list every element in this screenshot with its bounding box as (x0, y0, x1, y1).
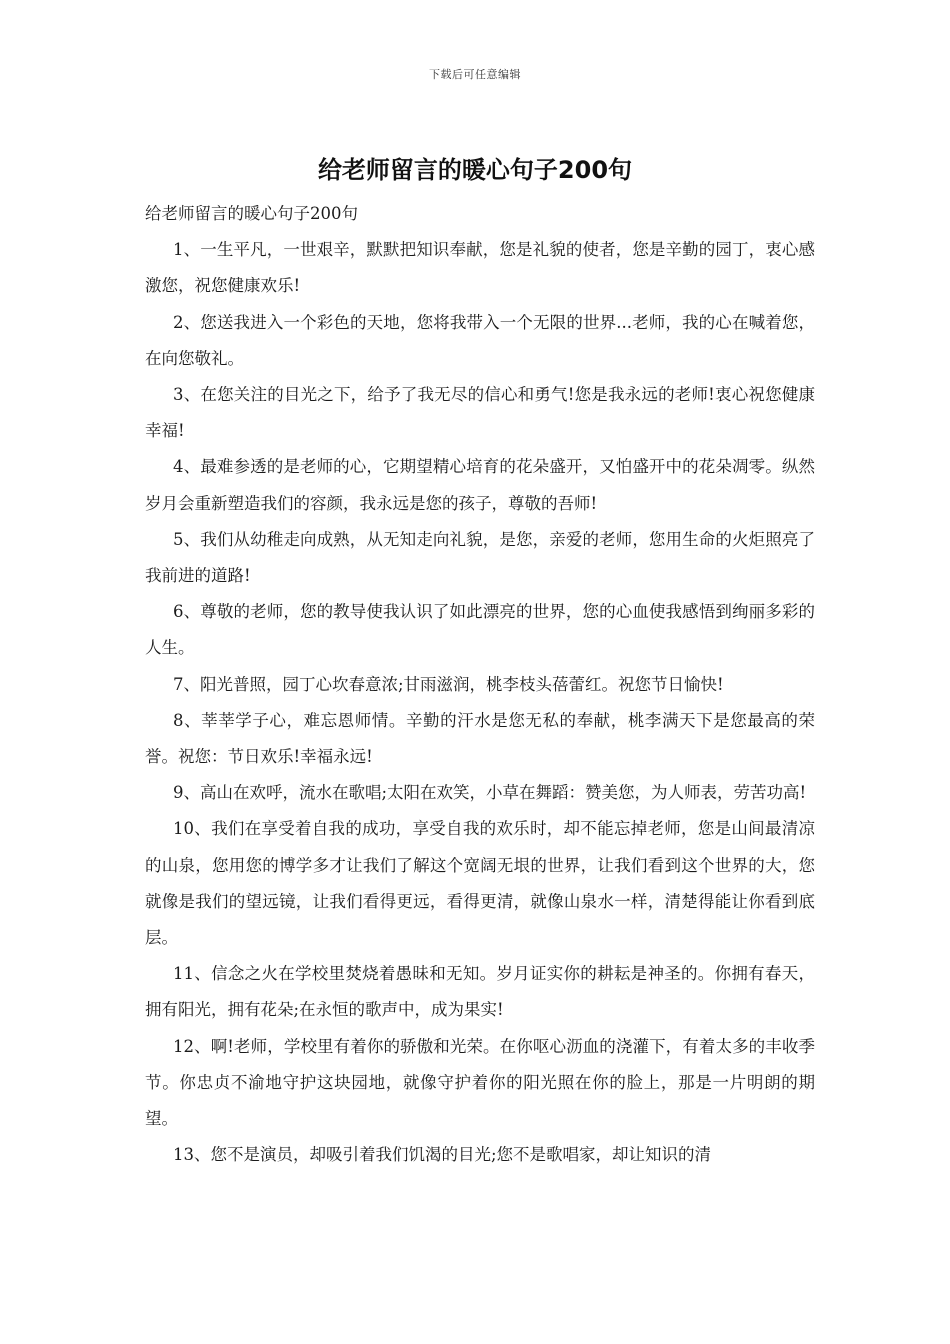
page-header-note: 下载后可任意编辑 (429, 68, 521, 81)
paragraph-12: 12、啊!老师，学校里有着你的骄傲和光荣。在你呕心沥血的浇灌下，有着太多的丰收季节。你忠贞不渝地守护这块园地，就像守护着你的阳光照在你的脸上，那是一片明朗的期望。 (145, 1036, 815, 1129)
paragraph-7: 7、阳光普照，园丁心坎春意浓;甘雨滋润，桃李枝头蓓蕾红。祝您节日愉快! (173, 674, 724, 694)
paragraph-8: 8、莘莘学子心，难忘恩师情。辛勤的汗水是您无私的奉献，桃李满天下是您最高的荣誉。祝您：节日欢乐!幸福永远! (145, 710, 815, 767)
paragraph-1: 1、一生平凡，一世艰辛，默默把知识奉献，您是礼貌的使者，您是辛勤的园丁，衷心感激您，祝您健康欢乐! (145, 240, 815, 296)
document-title: 给老师留言的暖心句子200句 (317, 156, 633, 184)
paragraph-2: 2、您送我进入一个彩色的天地，您将我带入一个无限的世界...老师，我的心在喊着您，在向您敬礼。 (145, 312, 815, 368)
paragraph-11: 11、信念之火在学校里焚烧着愚昧和无知。岁月证实你的耕耘是神圣的。你拥有春天，拥有阳光，拥有花朵;在永恒的歌声中，成为果实! (145, 964, 815, 1020)
paragraph-3: 3、在您关注的目光之下，给予了我无尽的信心和勇气!您是我永远的老师!衷心祝您健康幸福! (145, 385, 815, 441)
document-subtitle: 给老师留言的暖心句子200句 (145, 204, 358, 223)
paragraph-6: 6、尊敬的老师，您的教导使我认识了如此漂亮的世界，您的心血使我感悟到绚丽多彩的人生。 (145, 602, 815, 658)
paragraph-4: 4、最难参透的是老师的心，它期望精心培育的花朵盛开，又怕盛开中的花朵凋零。纵然岁月会重新塑造我们的容颜，我永远是您的孩子，尊敬的吾师! (145, 457, 815, 513)
document-body (145, 196, 815, 1173)
paragraph-9: 9、高山在欢呼，流水在歌唱;太阳在欢笑，小草在舞蹈：赞美您，为人师表，劳苦功高! (173, 783, 807, 803)
paragraph-5: 5、我们从幼稚走向成熟，从无知走向礼貌，是您，亲爱的老师，您用生命的火炬照亮了我前进的道路! (145, 529, 815, 586)
paragraph-13: 13、您不是演员，却吸引着我们饥渴的目光;您不是歌唱家，却让知识的清 (173, 1145, 712, 1165)
paragraph-10: 10、我们在享受着自我的成功，享受自我的欢乐时，却不能忘掉老师，您是山间最清凉的山泉，您用您的博学多才让我们了解这个宽阔无垠的世界，让我们看到这个世界的大，您就像是我们的望远镜，让我们看得更远，看得更清，就像山泉水一样，清楚得能让你看到底层。 (145, 819, 815, 948)
